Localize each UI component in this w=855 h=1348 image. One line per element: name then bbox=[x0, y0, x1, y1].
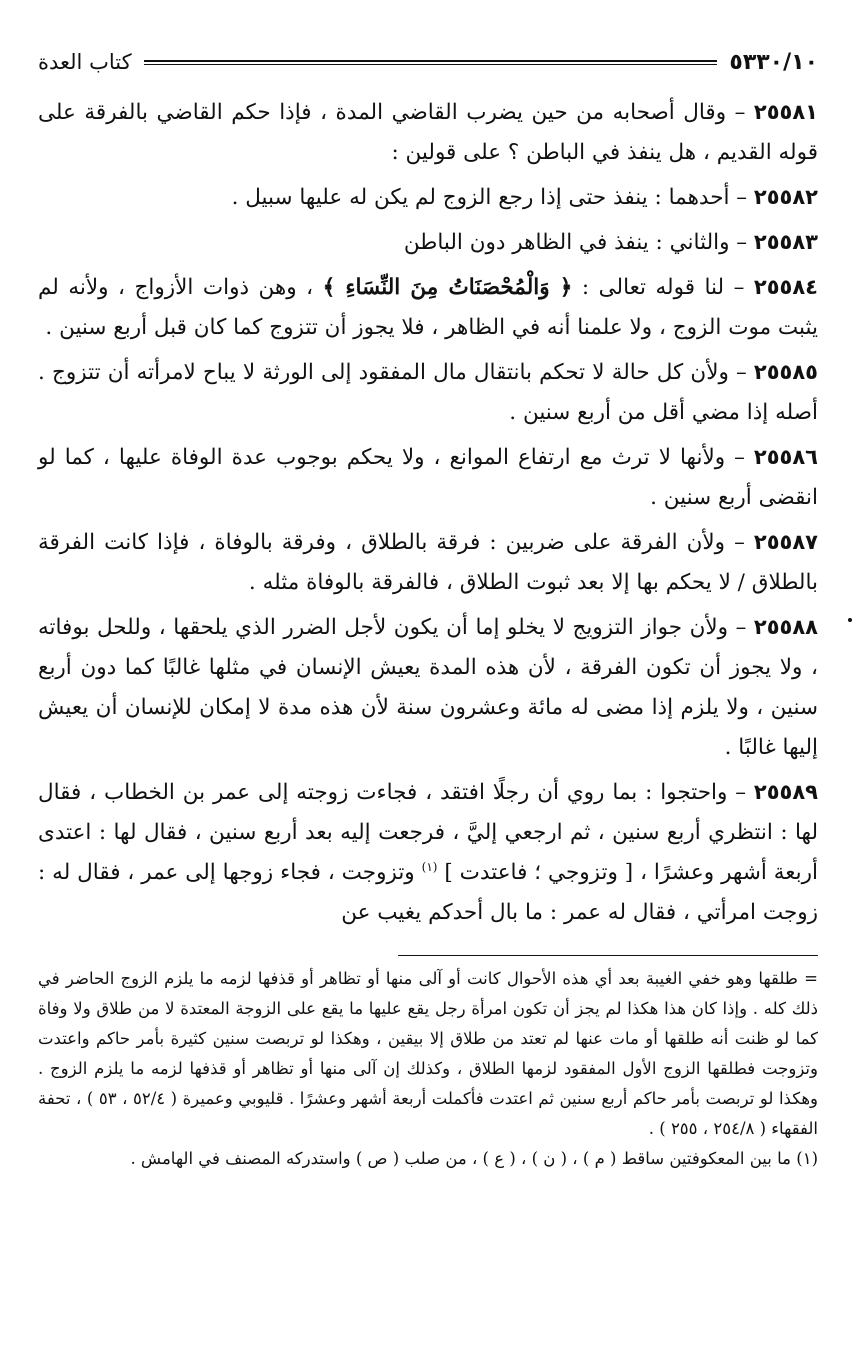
paragraph-text: – ولأن جواز التزويج لا يخلو إما أن يكون لأجل الضرر الذي يلحقها ، وللحل بوفاته ، ولا يجوز أن تكون الفرقة ، لأن هذه المدة يعيش الإنسان في مثلها غالبًا كما دون أربع سنين ، ولا يلزم إذا مضى له مائة وعشرون سنة لأن هذه مدة لا إمكان للإنسان أن يعيش إليها غالبًا . bbox=[38, 615, 818, 760]
paragraph-number: ٢٥٥٨٧ bbox=[753, 530, 818, 554]
footnote-1: (١) ما بين المعكوفتين ساقط ( م ) ، ( ن ) ، ( ع ) ، من صلب ( ص ) واستدركه المصنف في الهامش . bbox=[130, 1149, 818, 1168]
header-rule bbox=[144, 60, 718, 65]
paragraph-text: – أحدهما : ينفذ حتى إذا رجع الزوج لم يكن له عليها سبيل . bbox=[231, 185, 748, 210]
paragraph-number: ٢٥٥٨١ bbox=[753, 100, 818, 124]
paragraph-number: ٢٥٥٨٥ bbox=[753, 360, 818, 384]
paragraph-text: – والثاني : ينفذ في الظاهر دون الباطن bbox=[403, 230, 748, 255]
margin-dot bbox=[848, 618, 852, 622]
paragraph-number: ٢٥٥٨٣ bbox=[753, 230, 818, 254]
paragraph-text-continued: وتزوجت ، فجاء زوجها إلى عمر ، فقال له : زوجت امرأتي ، فقال له عمر : ما بال أحدكم يغيب عن bbox=[38, 860, 818, 925]
paragraph-25583 bbox=[38, 222, 818, 263]
paragraph-text: – وقال أصحابه من حين يضرب القاضي المدة ، فإذا حكم القاضي بالفرقة على قوله القديم ، هل ينفذ في الباطن ؟ على قولين : bbox=[38, 100, 818, 165]
book-title: كتاب العدة bbox=[38, 50, 132, 74]
paragraph-text: – ولأن الفرقة على ضربين : فرقة بالطلاق ، وفرقة بالوفاة ، فإذا كانت الفرقة بالطلاق / لا يحكم بها إلا بعد ثبوت الطلاق ، فالفرقة بالوفاة مثله . bbox=[38, 530, 818, 595]
paragraph-25584 bbox=[38, 267, 818, 348]
paragraph-25588 bbox=[38, 607, 818, 768]
paragraph-number: ٢٥٥٨٤ bbox=[753, 275, 818, 299]
footnote-continued: = طلقها وهو خفي الغيبة بعد أي هذه الأحوال كانت أو آلى منها أو تظاهر أو قذفها لزمه ما يلزم الزوج الحاضر في ذلك كله . وإذا كان هذا هكذا لم يجز أن تكون امرأة رجل يقع عليها ما يقع على الزوجة المعتدة لا من طلاق ولا وفاة كما لو ظنت أنه طلقها أو مات عنها لم تعتد من طلاق إلا بيقين ، وهكذا لو تربصت سنين كثيرة بأمر حاكم واعتدت وتزوجت فطلقها الزوج الأول المفقود لزمها الطلاق ، وكذلك إن آلى منها أو تظاهر أو قذفها لزمه ما يلزم الزوج . وهكذا لو تربصت بأمر حاكم أربع سنين ثم اعتدت فأكملت أربعة أشهر وعشرًا . قليوبي وعميرة ( ٥٢/٤ ، ٥٣ ) ، تحفة الفقهاء ( ٢٥٤/٨ ، ٢٥٥ ) . bbox=[38, 969, 818, 1138]
paragraph-text: – ولأنها لا ترث مع ارتفاع الموانع ، ولا يحكم بوجوب عدة الوفاة عليها ، كما لو انقضى أربع سنين . bbox=[38, 445, 818, 510]
page-number: ٥٣٣٠/١٠ bbox=[729, 49, 818, 75]
paragraph-25581 bbox=[38, 92, 818, 173]
paragraph-25586 bbox=[38, 437, 818, 518]
quran-verse: ﴿ وَالْمُحْصَنَاتُ مِنَ النِّسَاءِ ﴾ bbox=[322, 275, 573, 300]
footnote-separator bbox=[398, 955, 818, 956]
footnote-marker: (١) bbox=[421, 859, 438, 874]
paragraph-25585 bbox=[38, 352, 818, 433]
paragraph-number: ٢٥٥٨٨ bbox=[753, 615, 818, 639]
paragraph-text: – لنا قوله تعالى : bbox=[581, 275, 745, 300]
paragraph-number: ٢٥٥٨٢ bbox=[753, 185, 818, 209]
paragraph-25587 bbox=[38, 522, 818, 603]
paragraph-number: ٢٥٥٨٩ bbox=[753, 780, 818, 804]
book-page bbox=[38, 42, 818, 1174]
paragraph-25582 bbox=[38, 177, 818, 218]
footnotes bbox=[38, 964, 818, 1174]
main-text bbox=[38, 92, 818, 933]
paragraph-text-continued: ، وهن ذوات الأزواج ، ولأنه لم يثبت موت الزوج ، ولا علمنا أنه في الظاهر ، فلا يجوز أن تتزوج كما كان قبل أربع سنين . bbox=[38, 275, 818, 340]
paragraph-25589 bbox=[38, 772, 818, 933]
paragraph-text: – ولأن كل حالة لا تحكم بانتقال مال المفقود إلى الورثة لا يباح لامرأته أن تتزوج . أصله إذا مضي أقل من أربع سنين . bbox=[38, 360, 818, 425]
paragraph-text: – واحتجوا : بما روي أن رجلًا افتقد ، فجاءت زوجته إلى عمر بن الخطاب ، فقال لها : انتظري أربع سنين ، ثم ارجعي إليَّ ، فرجعت إليه بعد أربع سنين ، فقال لها : اعتدى أربعة أشهر وعشرًا ، [ وتزوجي ؛ فاعتدت ] bbox=[38, 780, 818, 885]
paragraph-number: ٢٥٥٨٦ bbox=[753, 445, 818, 469]
page-header bbox=[38, 42, 818, 82]
